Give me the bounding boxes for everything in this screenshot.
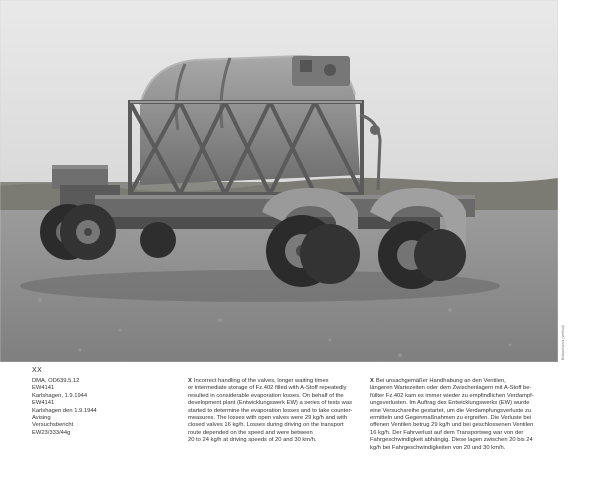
caption-line: ungsverlusten. Im Auftrag des Entwicklungswerks (EW) wurde (370, 400, 530, 407)
caption-line: started to determine the evaporation losses and to take counter- (188, 407, 353, 414)
meta-line: EW4141 (32, 385, 55, 392)
caption-line (188, 378, 346, 385)
caption-text: Bei unsachgemäßer Handhabung an den Ventilen, (375, 378, 506, 384)
caption-line: or intermediate storage of Fz.402 filled with A-Stoff repeatedly (188, 385, 347, 392)
caption-line: Fahrgeschwindigkeit abhängig. Diese lagen zwischen 20 bis 24 (370, 437, 533, 444)
photo-credit-text: Bildnachweis (vertikal) (561, 325, 565, 360)
meta-line: EW23/333/44g (32, 429, 71, 436)
caption-line: eine Versuchsreihe gestartet, um die Verdampfungsverluste zu (370, 407, 532, 414)
caption-marker: X (188, 378, 192, 384)
caption-line: längeren Wartezeiten oder dem Zwischenlagern mit A-Stoff be- (370, 385, 532, 392)
figure-number: XX (32, 367, 43, 374)
caption-marker: X (370, 378, 374, 384)
caption-line: route depended on the speed and were between (188, 429, 313, 436)
caption-line: offenen Ventilen betrug 29 kg/h und bei geschlossenen Ventilen (370, 422, 534, 429)
meta-line: Karlshagen, 1.9.1944 (32, 392, 88, 399)
caption-line: measures. The losses with open valves were 29 kg/h and with (188, 415, 348, 422)
caption-line: 20 to 24 kg/h at driving speeds of 20 and 30 km/h. (188, 437, 317, 444)
caption-english (188, 378, 353, 445)
caption-line: closed valves 16 kg/h. Losses during driving on the transport (188, 422, 344, 429)
caption-line: füllter Fz.402 kam es immer wieder zu empfindlichen Verdampf- (370, 392, 534, 399)
meta-line: EW4141 (32, 400, 55, 407)
caption-line (370, 378, 530, 385)
meta-line: Versuchsbericht (32, 422, 74, 429)
caption-line: development plant (Entwicklungswerk EW) a series of tests was (188, 400, 352, 407)
caption-text: Incorrect handling of the valves, longer waiting times (193, 378, 329, 384)
caption-german (370, 378, 534, 452)
caption-line: kg/h bei Fahrgeschwindigkeiten von 20 und 30 km/h. (370, 444, 506, 451)
meta-line: DMA, OD639.5.12 (32, 378, 80, 384)
caption-line: resulted in considerable evaporation losses. On behalf of the (188, 392, 344, 399)
meta-line: Karlshagen den 1.9.1944 (32, 407, 97, 414)
photo-credit (561, 300, 571, 360)
archive-metadata (32, 378, 162, 437)
caption-line: ermitteln und Gegenmaßnahmen zu ergreifen. Die Verluste bei (370, 415, 532, 422)
caption-line: 16 kg/h. Der Fahrverlust auf dem Transportweg war von der (370, 429, 524, 436)
meta-line: Avising (32, 415, 51, 422)
